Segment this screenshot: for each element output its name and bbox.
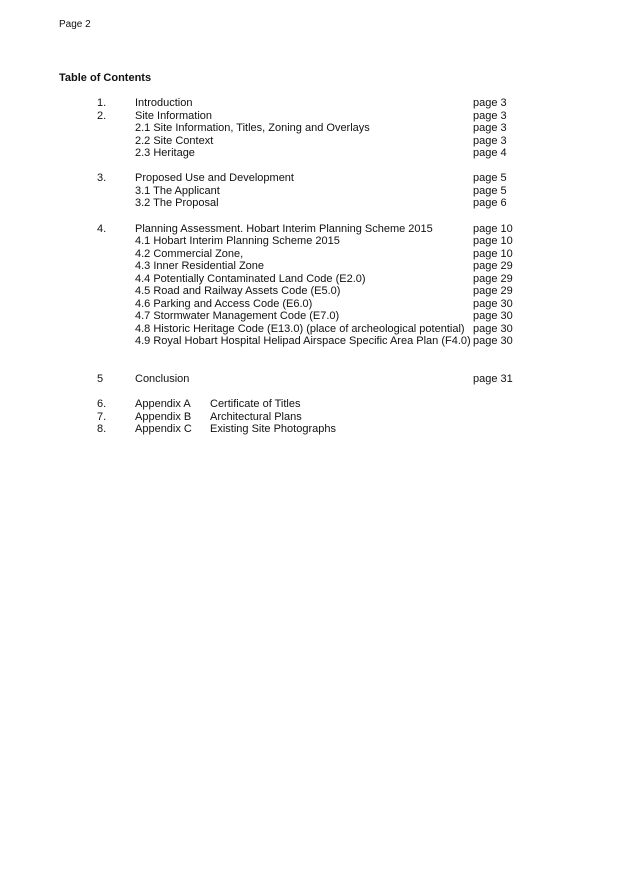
toc-entry-page: page 3 — [473, 110, 507, 122]
toc-subentry-title: 3.2 The Proposal — [135, 197, 219, 209]
toc-entry-page: page 10 — [473, 223, 513, 235]
toc-subentry-page: page 30 — [473, 298, 513, 310]
toc-subentry — [0, 197, 622, 210]
toc-subentry-title: 4.7 Stormwater Management Code (E7.0) — [135, 310, 340, 322]
toc-subentry-page: page 3 — [473, 135, 507, 147]
toc-subentry-page: page 5 — [473, 185, 507, 197]
toc-entry-title: Site Information — [135, 110, 213, 122]
appendix-label: Appendix A — [135, 398, 191, 410]
toc-entry-page: page 3 — [473, 97, 507, 109]
toc-subentry-page: page 3 — [473, 122, 507, 134]
toc-entry — [0, 373, 622, 386]
appendix-label: Appendix C — [135, 423, 192, 435]
toc-heading: Table of Contents — [59, 72, 152, 84]
toc-subentry — [0, 285, 622, 298]
appendix-entry — [0, 423, 622, 436]
toc-subentry-page: page 10 — [473, 248, 513, 260]
toc-subentry-title: 4.4 Potentially Contaminated Land Code (E2.0) — [135, 273, 366, 285]
toc-subentry — [0, 147, 622, 160]
toc-subentry-title: 4.3 Inner Residential Zone — [135, 260, 265, 272]
toc-subentry-page: page 10 — [473, 235, 513, 247]
appendix-title: Certificate of Titles — [210, 398, 301, 410]
toc-subentry — [0, 122, 622, 135]
appendix-title: Architectural Plans — [210, 411, 302, 423]
toc-entry-title: Introduction — [135, 97, 193, 109]
toc-entry-number: 2. — [97, 110, 107, 122]
toc-subentry-page: page 29 — [473, 273, 513, 285]
toc-entry-title: Proposed Use and Development — [135, 172, 294, 184]
toc-subentry-title: 4.6 Parking and Access Code (E6.0) — [135, 298, 313, 310]
toc-subentry-title: 4.9 Royal Hobart Hospital Helipad Airspace Specific Area Plan (F4.0) — [135, 335, 471, 347]
toc-entry — [0, 172, 622, 185]
toc-subentry-title: 2.3 Heritage — [135, 147, 195, 159]
toc-subentry-page: page 4 — [473, 147, 507, 159]
toc-entry-number: 5 — [97, 373, 104, 385]
appendix-number: 6. — [97, 398, 107, 410]
toc-subentry-title: 2.2 Site Context — [135, 135, 214, 147]
toc-entry — [0, 97, 622, 110]
toc-subentry-page: page 29 — [473, 260, 513, 272]
toc-entry-number: 1. — [97, 97, 107, 109]
toc-subentry-title: 4.5 Road and Railway Assets Code (E5.0) — [135, 285, 341, 297]
toc-subentry — [0, 310, 622, 323]
appendix-entry — [0, 398, 622, 411]
toc-subentry-page: page 6 — [473, 197, 507, 209]
toc-subentry-page: page 29 — [473, 285, 513, 297]
appendix-number: 7. — [97, 411, 107, 423]
toc-subentry-title: 4.1 Hobart Interim Planning Scheme 2015 — [135, 235, 340, 247]
appendix-title: Existing Site Photographs — [210, 423, 336, 435]
toc-subentry-title: 4.2 Commercial Zone, — [135, 248, 244, 260]
toc-entry-title: Conclusion — [135, 373, 190, 385]
page-number-label: Page 2 — [59, 19, 91, 30]
toc-subentry-page: page 30 — [473, 335, 513, 347]
toc-subentry-title: 3.1 The Applicant — [135, 185, 220, 197]
toc-subentry-page: page 30 — [473, 323, 513, 335]
toc-subentry — [0, 335, 622, 348]
toc-subentry-page: page 30 — [473, 310, 513, 322]
toc-subentry — [0, 235, 622, 248]
toc-subentry — [0, 260, 622, 273]
toc-entry-page: page 5 — [473, 172, 507, 184]
appendix-number: 8. — [97, 423, 107, 435]
toc-subentry-title: 4.8 Historic Heritage Code (E13.0) (place of archeological potential) — [135, 323, 465, 335]
toc-entry-title: Planning Assessment. Hobart Interim Planning Scheme 2015 — [135, 223, 433, 235]
toc-subentry-title: 2.1 Site Information, Titles, Zoning and Overlays — [135, 122, 370, 134]
appendix-label: Appendix B — [135, 411, 192, 423]
toc-entry-page: page 31 — [473, 373, 513, 385]
toc-entry-number: 3. — [97, 172, 107, 184]
toc-entry-number: 4. — [97, 223, 107, 235]
